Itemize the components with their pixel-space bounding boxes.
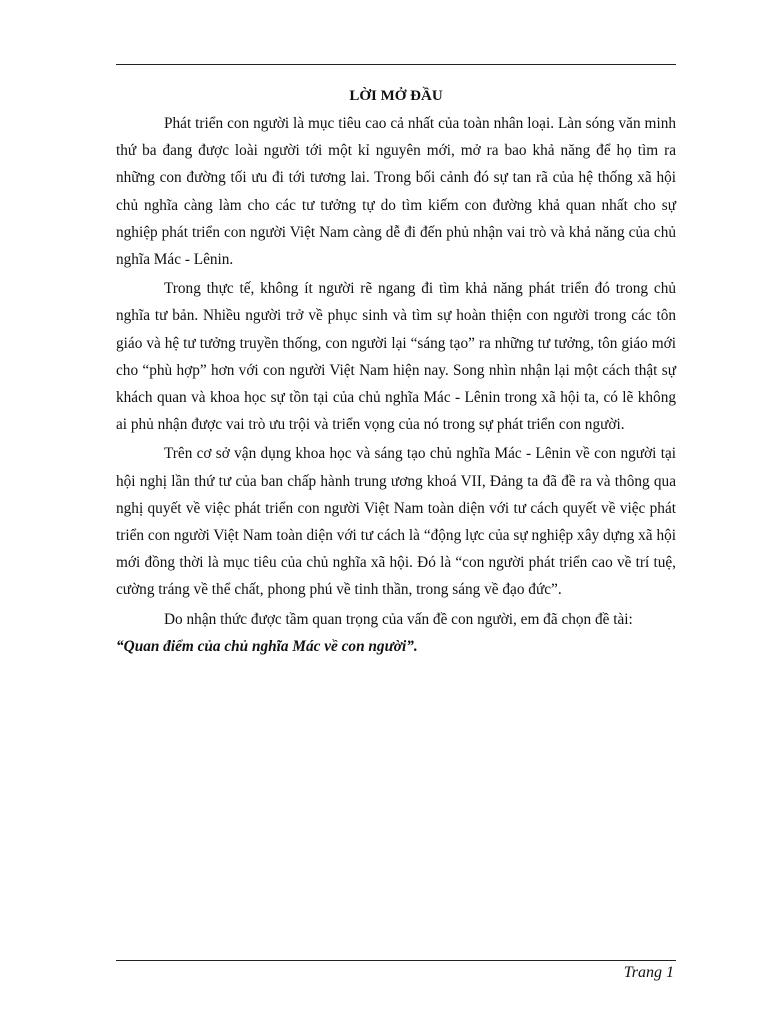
paragraph-4: Do nhận thức được tầm quan trọng của vấn đề con người, em đã chọn đề tài: [164, 610, 633, 628]
paragraph-3: Trên cơ sở vận dụng khoa học và sáng tạo chủ nghĩa Mác - Lênin về con người tại hội nghị lần thứ tư của ban chấp hành trung ương khoá VII, Đảng ta đã đề ra và thông qua nghị quyết về việc phát triển con người Việt Nam toàn diện với tư cách quyết về việc phát triển con người Việt Nam toàn diện với tư cách là “động lực của sự nghiệp xây dựng xã hội mới đồng thời là mục tiêu của chủ nghĩa xã hội. Đó là “con người phát triển cao về trí tuệ, cường tráng về thể chất, phong phú về tinh thần, trong sáng về đạo đức”. [116, 445, 676, 599]
header-rule [116, 64, 676, 65]
topic-title: “Quan điểm của chủ nghĩa Mác về con người”. [116, 637, 418, 655]
paragraph-1: Phát triển con người là mục tiêu cao cả nhất của toàn nhân loại. Làn sóng văn minh thứ ba đang được loài người tới một kỉ nguyên mới, mở ra bao khả năng để họ tìm ra những con đường tối ưu đi tới tương lai. Trong bối cảnh đó sự tan rã của hệ thống xã hội chủ nghĩa càng làm cho các tư tưởng tự do tìm kiếm con đường khả quan nhất cho sự nghiệp phát triển con người Việt Nam càng dễ đi đến phủ nhận vai trò và khả năng của chủ nghĩa Mác - Lênin. [116, 115, 676, 269]
page-number: Trang 1 [623, 964, 674, 981]
document-body [116, 84, 676, 660]
paragraph-2: Trong thực tế, không ít người rẽ ngang đi tìm khả năng phát triển đó trong chủ nghĩa tư bản. Nhiều người trở về phục sinh và tìm sự hoàn thiện con người trong các tôn giáo và hệ tư tưởng truyền thống, con người lại “sáng tạo” ra những tư tưởng, tôn giáo mới cho “phù hợp” hơn với con người Việt Nam hiện nay. Song nhìn nhận lại một cách thật sự khách quan và khoa học sự tồn tại của chủ nghĩa Mác - Lênin trong xã hội ta, có lẽ không ai phủ nhận được vai trò ưu trội và triển vọng của nó trong sự phát triển con người. [116, 280, 676, 434]
footer-rule [116, 960, 676, 961]
page-title: LỜI MỞ ĐẦU [349, 88, 443, 104]
